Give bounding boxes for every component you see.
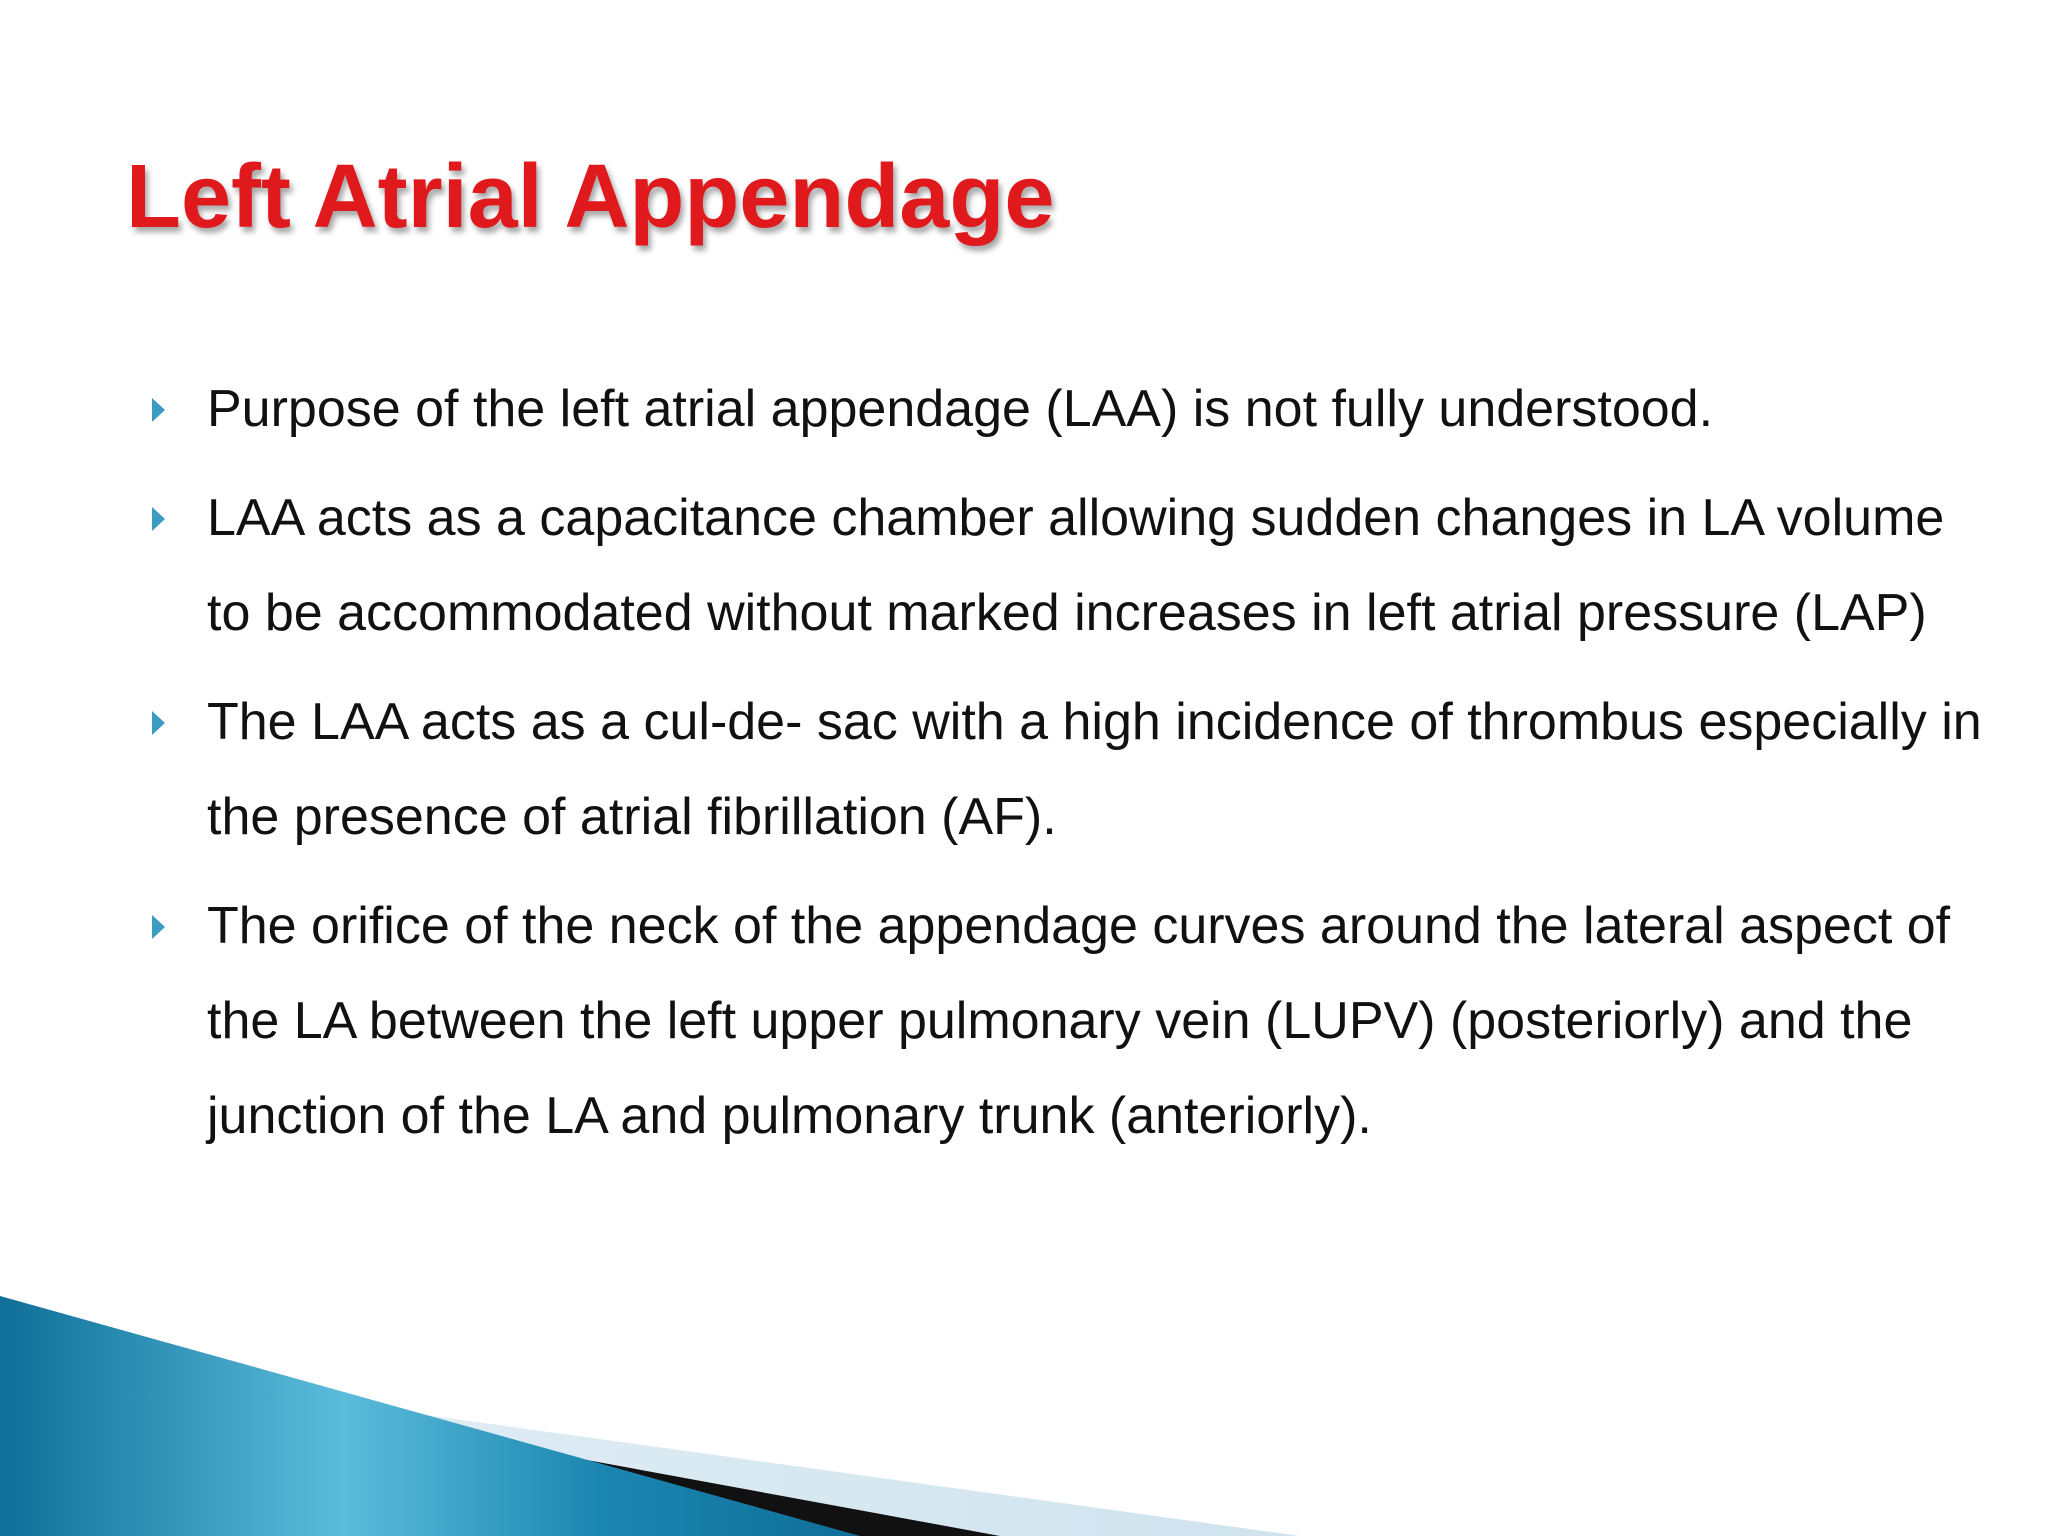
decor-blue-band <box>0 1296 860 1536</box>
triangle-right-icon <box>152 507 165 531</box>
bullet-item <box>0 879 2048 1164</box>
slide-title: Left Atrial Appendage <box>126 147 1055 247</box>
bullet-item <box>0 675 2048 865</box>
triangle-right-icon <box>152 398 165 422</box>
bullet-item <box>0 362 2048 457</box>
bullet-text: Purpose of the left atrial appendage (LAA) is not fully understood. <box>207 380 1714 438</box>
bullet-text: LAA acts as a capacitance chamber allowing sudden changes in LA volume to be accommodated without marked increases in left atrial pressure (LAP) <box>207 489 1945 642</box>
bullet-item <box>0 471 2048 661</box>
bullet-text: The LAA acts as a cul-de- sac with a high incidence of thrombus especially in the presence of atrial fibrillation (AF). <box>207 693 1982 846</box>
triangle-right-icon <box>152 915 165 939</box>
bullet-list <box>0 362 2048 1178</box>
triangle-right-icon <box>152 711 165 735</box>
bullet-text: The orifice of the neck of the appendage curves around the lateral aspect of the LA between the left upper pulmonary vein (LUPV) (posteriorly) and the junction of the LA and pulmonary trunk (anteriorly). <box>207 897 1951 1145</box>
corner-swoosh-decoration <box>0 1296 2048 1536</box>
